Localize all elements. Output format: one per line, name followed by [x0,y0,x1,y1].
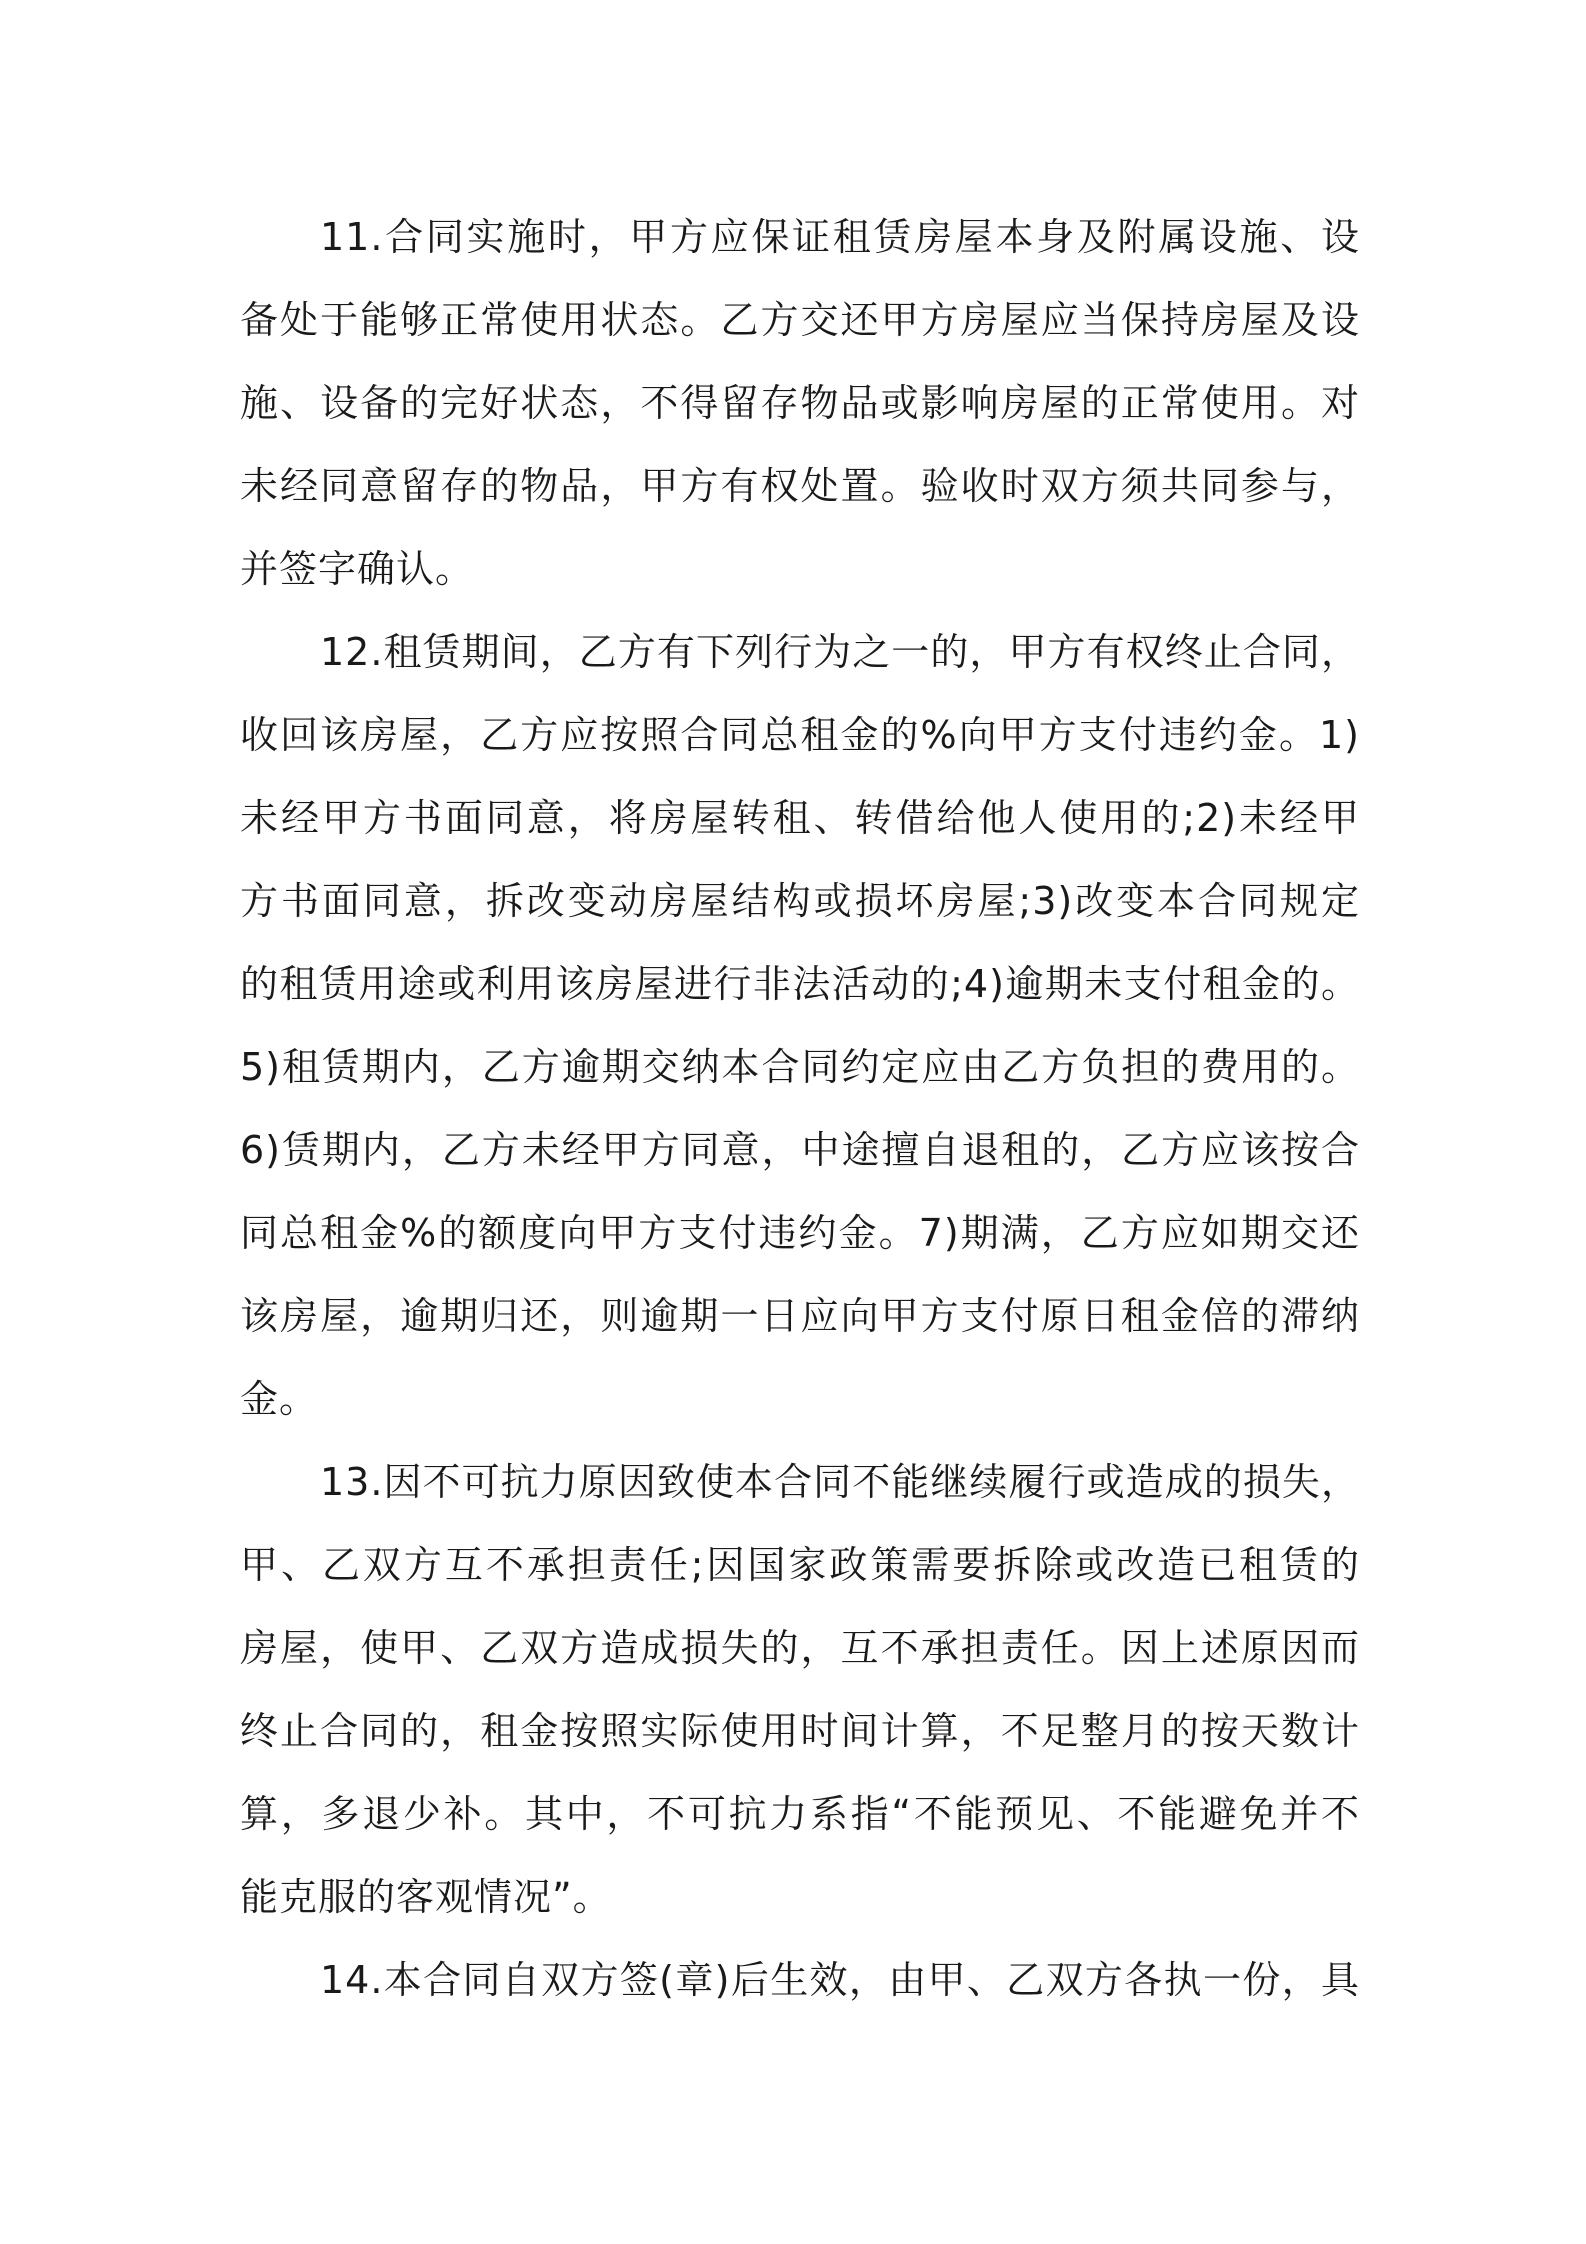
text-line: 6)赁期内，乙方未经甲方同意，中途擅自退租的，乙方应该按合 [240,1128,1360,1172]
text-line: 收回该房屋，乙方应按照合同总租金的%向甲方支付违约金。1) [240,713,1360,757]
text-line: 未经甲方书面同意，将房屋转租、转借给他人使用的;2)未经甲 [240,796,1360,840]
text-line: 13.因不可抗力原因致使本合同不能继续履行或造成的损失， [320,1460,1360,1504]
text-line: 算，多退少补。其中，不可抗力系指“不能预见、不能避免并不 [240,1792,1360,1836]
document-body [240,196,1360,2022]
text-line: 能克服的客观情况”。 [240,1875,612,1919]
text-line: 5)租赁期内，乙方逾期交纳本合同约定应由乙方负担的费用的。 [240,1045,1360,1089]
text-line: 的租赁用途或利用该房屋进行非法活动的;4)逾期未支付租金的。 [240,962,1360,1006]
text-line: 12.租赁期间，乙方有下列行为之一的，甲方有权终止合同， [320,630,1360,674]
text-line: 施、设备的完好状态，不得留存物品或影响房屋的正常使用。对 [240,381,1360,425]
text-line: 房屋，使甲、乙双方造成损失的，互不承担责任。因上述原因而 [240,1626,1360,1670]
text-line: 该房屋，逾期归还，则逾期一日应向甲方支付原日租金倍的滞纳 [240,1294,1360,1338]
text-line: 甲、乙双方互不承担责任;因国家政策需要拆除或改造已租赁的 [240,1543,1360,1587]
text-line: 未经同意留存的物品，甲方有权处置。验收时双方须共同参与， [240,464,1360,508]
text-line: 同总租金%的额度向甲方支付违约金。7)期满，乙方应如期交还 [240,1211,1360,1255]
clause-13 [240,1441,1360,1939]
text-line: 11.合同实施时，甲方应保证租赁房屋本身及附属设施、设 [320,215,1360,259]
clause-11 [240,196,1360,611]
text-line: 并签字确认。 [240,547,475,591]
text-line: 金。 [240,1377,319,1421]
text-line: 备处于能够正常使用状态。乙方交还甲方房屋应当保持房屋及设 [240,298,1360,342]
clause-14 [240,1939,1360,2022]
clause-12 [240,611,1360,1441]
text-line: 终止合同的，租金按照实际使用时间计算，不足整月的按天数计 [240,1709,1360,1753]
text-line: 14.本合同自双方签(章)后生效，由甲、乙双方各执一份，具 [320,1958,1360,2002]
text-line: 方书面同意，拆改变动房屋结构或损坏房屋;3)改变本合同规定 [240,879,1360,923]
